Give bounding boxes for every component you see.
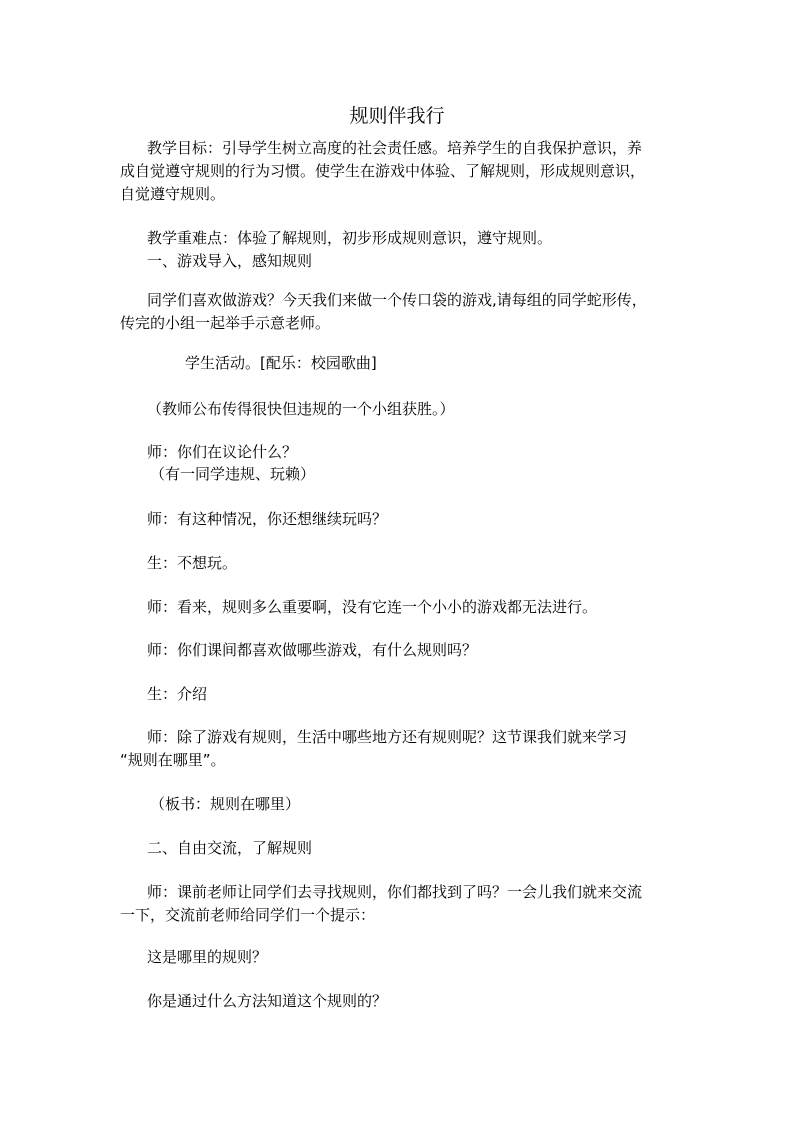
key-points: 教学重难点：体验了解规则，初步形成规则意识，遵守规则。: [147, 229, 553, 247]
teaching-objective: [120, 137, 680, 206]
teacher-line-5-b: “规则在哪里”。: [120, 751, 226, 769]
teacher-line-1: 师：你们在议论什么？: [147, 443, 298, 461]
section-1-heading: 一、游戏导入，感知规则: [147, 252, 313, 270]
intro-line-1: 同学们喜欢做游戏？今天我们来做一个传口袋的游戏,请每组的同学蛇形传，: [147, 291, 647, 309]
student-line-1: 生：不想玩。: [147, 554, 238, 572]
student-violation-note: （有一同学违规、玩赖）: [150, 465, 316, 483]
teacher-line-6-a: 师：课前老师让同学们去寻找规则，你们都找到了吗？一会儿我们就来交流: [147, 883, 643, 901]
board-note: （板书：规则在哪里）: [150, 795, 301, 813]
objective-line-1: 教学目标：引导学生树立高度的社会责任感。培养学生的自我保护意识，养: [147, 139, 643, 157]
teacher-line-6-b: 一下，交流前老师给同学们一个提示：: [120, 906, 376, 924]
teacher-line-2: 师：有这种情况，你还想继续玩吗？: [147, 510, 388, 528]
intro-line-2: 传完的小组一起举手示意老师。: [120, 314, 331, 332]
teacher-line-5-a: 师：除了游戏有规则，生活中哪些地方还有规则呢？这节课我们就来学习: [147, 728, 628, 746]
teacher-line-6: [120, 881, 680, 927]
teacher-line-3: 师：看来，规则多么重要啊，没有它连一个小小的游戏都无法进行。: [147, 598, 598, 616]
teacher-line-5: [120, 726, 680, 772]
teacher-announcement: （教师公布传得很快但违规的一个小组获胜。）: [147, 400, 455, 418]
game-intro: [120, 289, 680, 335]
question-1: 这是哪里的规则？: [147, 948, 268, 966]
student-line-2: 生：介绍: [147, 685, 208, 703]
teacher-line-4: 师：你们课间都喜欢做哪些游戏，有什么规则吗？: [147, 641, 478, 659]
objective-line-3: 自觉遵守规则。: [120, 185, 226, 203]
question-2: 你是通过什么方法知道这个规则的？: [147, 992, 388, 1010]
document-title: 规则伴我行: [349, 105, 445, 127]
objective-line-2: 成自觉遵守规则的行为习惯。使学生在游戏中体验、了解规则，形成规则意识，: [120, 162, 646, 180]
student-activity: 学生活动。[配乐：校园歌曲]: [185, 354, 377, 372]
section-2-heading: 二、自由交流，了解规则: [147, 839, 313, 857]
